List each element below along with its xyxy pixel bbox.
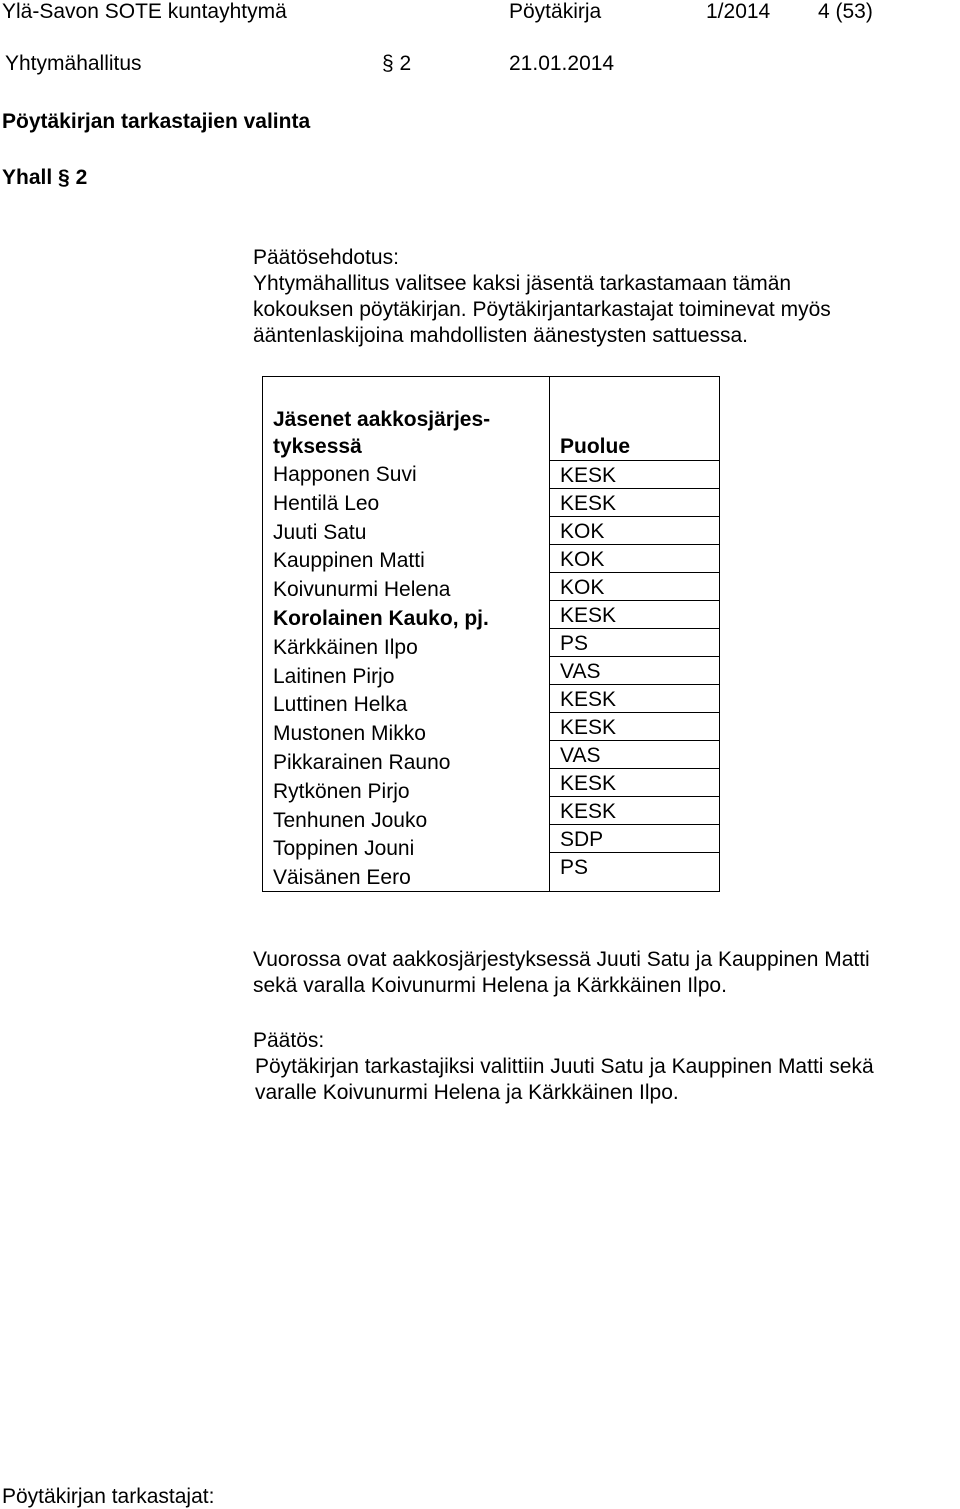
proposal-line: kokouksen pöytäkirjan. Pöytäkirjantarkastajat toiminevat myös — [253, 298, 831, 321]
party-cell — [550, 628, 720, 656]
member-name: Kauppinen Matti — [273, 549, 425, 573]
turn-line: Vuorossa ovat aakkosjärjestyksessä Juuti Satu ja Kauppinen Matti — [253, 948, 870, 971]
party-value: KESK — [560, 604, 617, 627]
party-cell — [550, 656, 720, 684]
party-value: PS — [560, 856, 589, 879]
section-heading — [2, 167, 87, 188]
party-value: KOK — [560, 576, 605, 599]
page-title: Pöytäkirjan tarkastajien valinta — [2, 110, 311, 133]
member-name: Pikkarainen Rauno — [273, 750, 451, 774]
party-cell — [550, 684, 720, 712]
body-name: Yhtymähallitus — [5, 52, 142, 75]
member-name: Rytkönen Pirjo — [273, 779, 410, 803]
member-name: Mustonen Mikko — [273, 722, 426, 746]
document-type: Pöytäkirja — [509, 0, 602, 23]
party-value: KESK — [560, 772, 617, 795]
header-section — [382, 53, 411, 74]
proposal-block — [253, 245, 831, 349]
decision-block — [253, 1028, 874, 1106]
section-number: 2 — [75, 166, 88, 189]
section-symbol: § — [382, 52, 394, 75]
member-name: Laitinen Pirjo — [273, 664, 395, 688]
party-value: KOK — [560, 520, 605, 543]
member-names — [273, 464, 489, 896]
section-number: 2 — [399, 52, 412, 75]
document-number: 1/2014 — [706, 0, 771, 23]
party-cell — [550, 544, 720, 572]
member-name: Happonen Suvi — [273, 463, 417, 486]
party-cell — [550, 516, 720, 544]
footer-signers-label: Pöytäkirjan tarkastajat: — [2, 1485, 215, 1508]
members-header-line: Jäsenet aakkosjärjes- — [273, 408, 491, 431]
decision-label: Päätös: — [253, 1029, 325, 1052]
turn-line: sekä varalla Koivunurmi Helena ja Kärkkäinen Ilpo. — [253, 974, 727, 997]
party-cells — [550, 460, 720, 880]
party-value: KESK — [560, 688, 617, 711]
party-cell — [550, 740, 720, 768]
members-table — [262, 376, 720, 892]
members-column-header — [273, 406, 490, 460]
decision-line: Pöytäkirjan tarkastajiksi valittiin Juuti Satu ja Kauppinen Matti sekä — [255, 1055, 874, 1078]
member-name: Luttinen Helka — [273, 693, 408, 717]
section-label: Yhall — [2, 166, 53, 189]
party-value: KESK — [560, 464, 617, 487]
meeting-date: 21.01.2014 — [509, 52, 615, 75]
org-name: Ylä-Savon SOTE kuntayhtymä — [2, 0, 287, 23]
member-name: Tenhunen Jouko — [273, 808, 428, 832]
party-cell — [550, 768, 720, 796]
party-cell — [550, 460, 720, 488]
party-cell — [550, 852, 720, 880]
proposal-line: Yhtymähallitus valitsee kaksi jäsentä tarkastamaan tämän — [253, 272, 792, 295]
party-value: KESK — [560, 492, 617, 515]
party-cell — [550, 712, 720, 740]
proposal-label: Päätösehdotus: — [253, 246, 399, 269]
member-name: Juuti Satu — [273, 520, 367, 544]
party-value: KESK — [560, 800, 617, 823]
party-value: VAS — [560, 744, 601, 767]
party-cell — [550, 488, 720, 516]
page-number: 4 (53) — [818, 0, 873, 23]
party-cell — [550, 600, 720, 628]
members-header-line: tyksessä — [273, 435, 362, 458]
section-symbol: § — [58, 166, 70, 189]
turn-block — [253, 947, 870, 999]
member-name: Koivunurmi Helena — [273, 578, 451, 602]
party-cell — [550, 796, 720, 824]
member-name: Kärkkäinen Ilpo — [273, 635, 418, 659]
member-name: Toppinen Jouni — [273, 837, 415, 861]
party-value: VAS — [560, 660, 601, 683]
member-name: Hentilä Leo — [273, 491, 380, 515]
member-name: Väisänen Eero — [273, 866, 411, 890]
party-value: KESK — [560, 716, 617, 739]
member-name: Korolainen Kauko, pj. — [273, 606, 489, 630]
decision-line: varalle Koivunurmi Helena ja Kärkkäinen Ilpo. — [255, 1081, 679, 1104]
party-column-header: Puolue — [560, 435, 631, 458]
party-value: KOK — [560, 548, 605, 571]
party-value: SDP — [560, 828, 604, 851]
party-cell — [550, 572, 720, 600]
proposal-line: ääntenlaskijoina mahdollisten äänestysten sattuessa. — [253, 324, 748, 347]
party-cell — [550, 824, 720, 852]
party-value: PS — [560, 632, 589, 655]
